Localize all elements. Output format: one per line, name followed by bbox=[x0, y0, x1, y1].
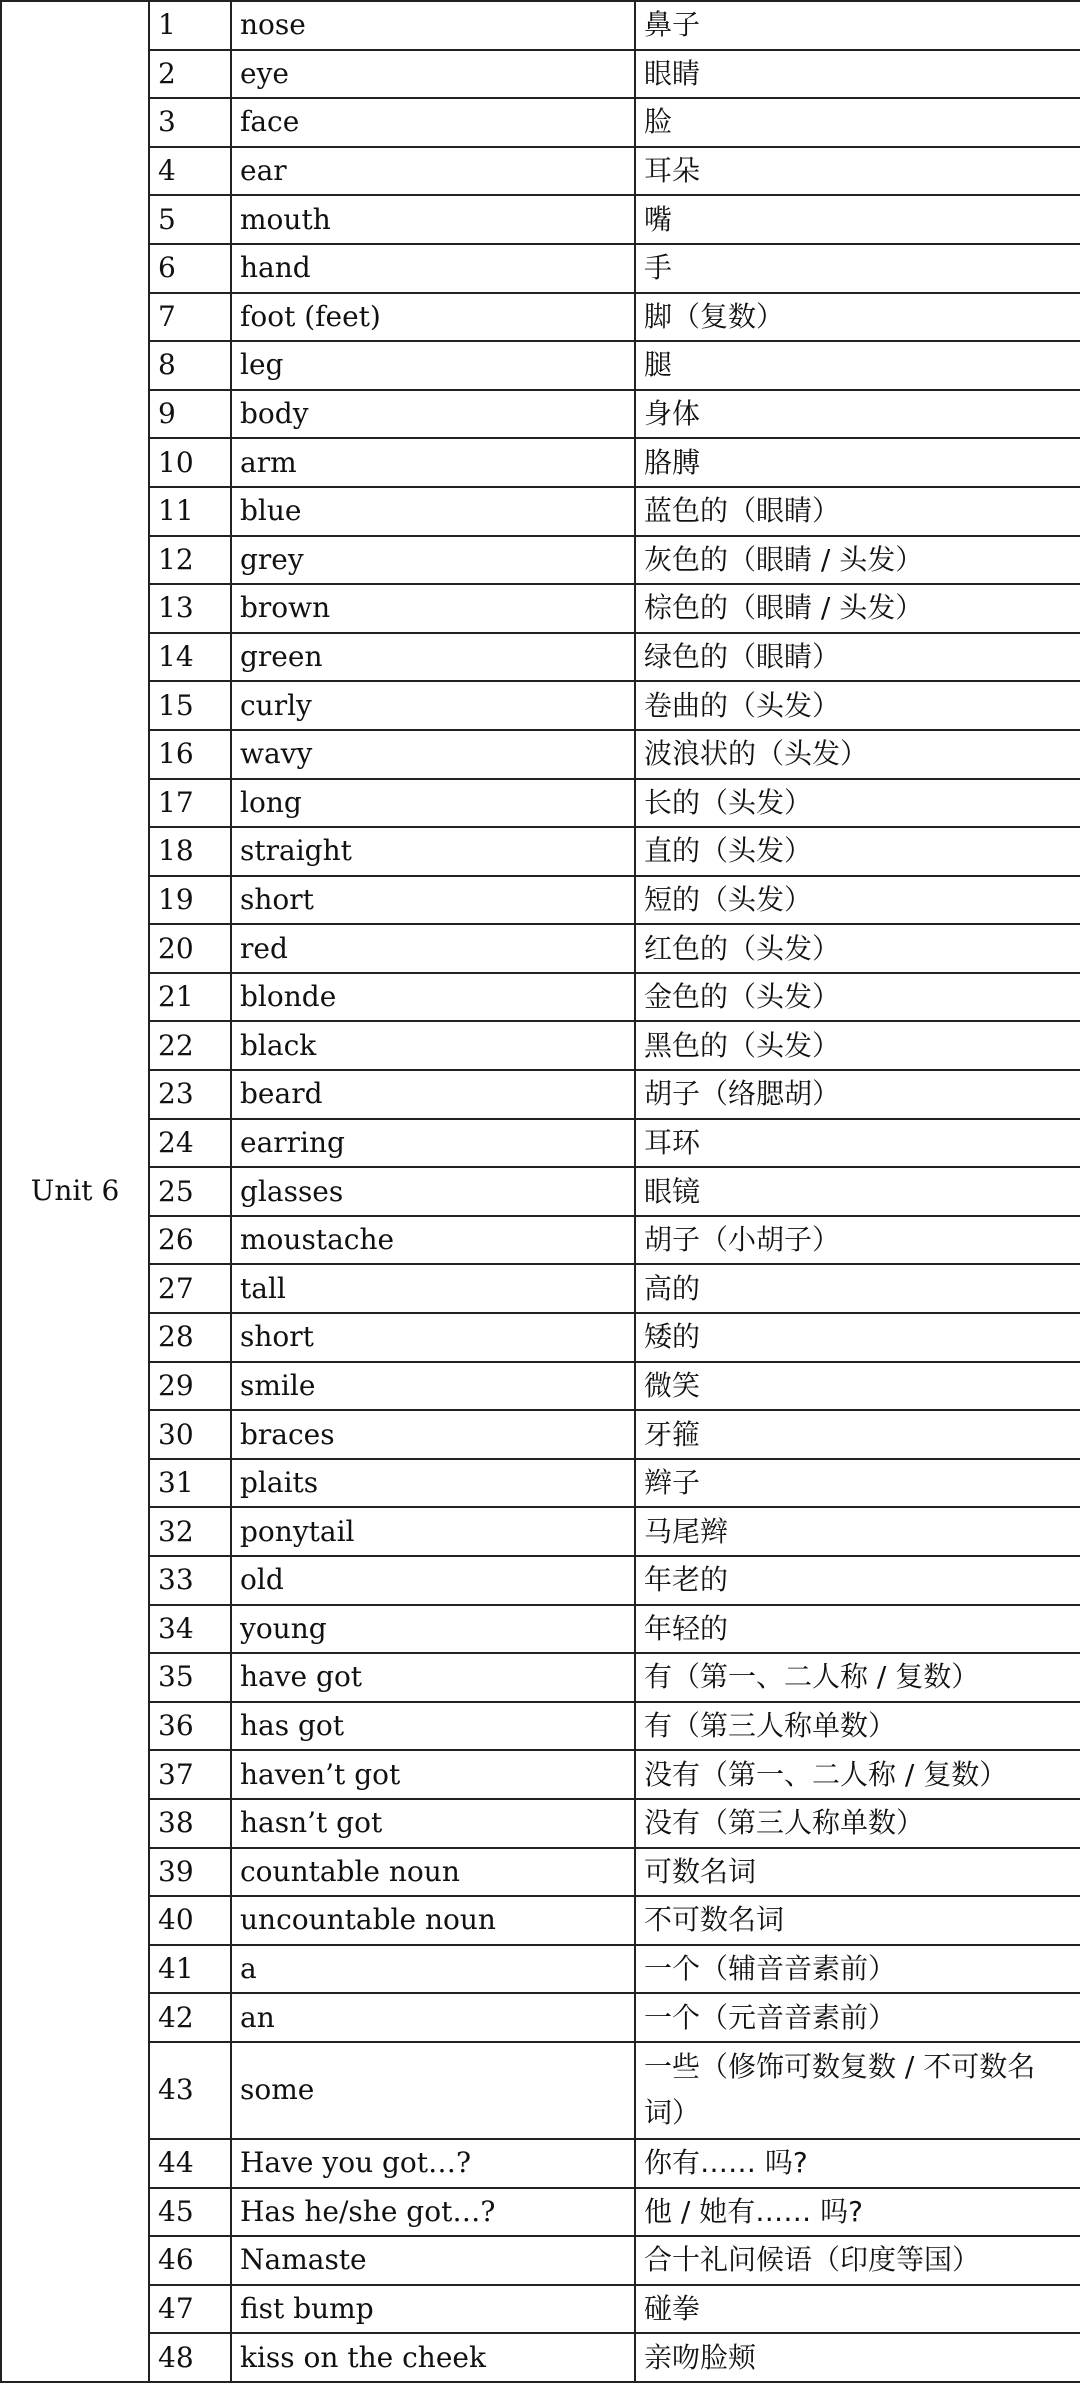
english-word: body bbox=[231, 390, 635, 439]
table-row bbox=[1, 1702, 1080, 1751]
word-number: 16 bbox=[149, 730, 231, 779]
chinese-meaning: 牙箍 bbox=[635, 1410, 1080, 1459]
table-row bbox=[1, 681, 1080, 730]
word-number: 2 bbox=[149, 50, 231, 99]
table-row bbox=[1, 633, 1080, 682]
chinese-meaning: 金色的（头发） bbox=[635, 973, 1080, 1022]
chinese-meaning: 波浪状的（头发） bbox=[635, 730, 1080, 779]
table-row bbox=[1, 1021, 1080, 1070]
table-row bbox=[1, 341, 1080, 390]
english-word: blonde bbox=[231, 973, 635, 1022]
word-number: 3 bbox=[149, 98, 231, 147]
table-row bbox=[1, 924, 1080, 973]
chinese-meaning: 胡子（小胡子） bbox=[635, 1216, 1080, 1265]
english-word: straight bbox=[231, 827, 635, 876]
chinese-meaning: 马尾辫 bbox=[635, 1507, 1080, 1556]
table-row bbox=[1, 1556, 1080, 1605]
english-word: braces bbox=[231, 1410, 635, 1459]
word-number: 26 bbox=[149, 1216, 231, 1265]
chinese-meaning: 没有（第一、二人称 / 复数） bbox=[635, 1750, 1080, 1799]
word-number: 12 bbox=[149, 536, 231, 585]
table-row bbox=[1, 536, 1080, 585]
english-word: arm bbox=[231, 438, 635, 487]
english-word: long bbox=[231, 779, 635, 828]
english-word: hand bbox=[231, 244, 635, 293]
english-word: have got bbox=[231, 1653, 635, 1702]
word-number: 41 bbox=[149, 1945, 231, 1994]
chinese-meaning: 红色的（头发） bbox=[635, 924, 1080, 973]
chinese-meaning: 一个（元音音素前） bbox=[635, 1993, 1080, 2042]
word-number: 42 bbox=[149, 1993, 231, 2042]
word-number: 45 bbox=[149, 2188, 231, 2237]
word-number: 48 bbox=[149, 2333, 231, 2382]
word-number: 11 bbox=[149, 487, 231, 536]
chinese-meaning: 年轻的 bbox=[635, 1605, 1080, 1654]
table-row bbox=[1, 438, 1080, 487]
english-word: short bbox=[231, 1313, 635, 1362]
table-row bbox=[1, 293, 1080, 342]
table-row bbox=[1, 1896, 1080, 1945]
english-word: a bbox=[231, 1945, 635, 1994]
word-number: 21 bbox=[149, 973, 231, 1022]
chinese-meaning: 手 bbox=[635, 244, 1080, 293]
english-word: face bbox=[231, 98, 635, 147]
chinese-meaning: 胳膊 bbox=[635, 438, 1080, 487]
word-number: 4 bbox=[149, 147, 231, 196]
chinese-meaning: 直的（头发） bbox=[635, 827, 1080, 876]
word-number: 22 bbox=[149, 1021, 231, 1070]
table-row bbox=[1, 1070, 1080, 1119]
english-word: earring bbox=[231, 1119, 635, 1168]
word-number: 13 bbox=[149, 584, 231, 633]
table-row bbox=[1, 1507, 1080, 1556]
english-word: some bbox=[231, 2042, 635, 2139]
chinese-meaning: 眼镜 bbox=[635, 1167, 1080, 1216]
word-number: 17 bbox=[149, 779, 231, 828]
english-word: ponytail bbox=[231, 1507, 635, 1556]
table-row bbox=[1, 730, 1080, 779]
table-row bbox=[1, 2285, 1080, 2334]
english-word: hasn’t got bbox=[231, 1799, 635, 1848]
table-row bbox=[1, 1167, 1080, 1216]
table-row bbox=[1, 1362, 1080, 1411]
word-number: 7 bbox=[149, 293, 231, 342]
chinese-meaning: 高的 bbox=[635, 1264, 1080, 1313]
english-word: countable noun bbox=[231, 1848, 635, 1897]
chinese-meaning: 眼睛 bbox=[635, 50, 1080, 99]
word-number: 38 bbox=[149, 1799, 231, 1848]
chinese-meaning: 没有（第三人称单数） bbox=[635, 1799, 1080, 1848]
word-number: 19 bbox=[149, 876, 231, 925]
word-number: 46 bbox=[149, 2236, 231, 2285]
table-row bbox=[1, 2236, 1080, 2285]
word-number: 8 bbox=[149, 341, 231, 390]
word-number: 18 bbox=[149, 827, 231, 876]
word-number: 27 bbox=[149, 1264, 231, 1313]
chinese-meaning: 合十礼问候语（印度等国） bbox=[635, 2236, 1080, 2285]
unit-label: Unit 6 bbox=[1, 1, 149, 2382]
english-word: wavy bbox=[231, 730, 635, 779]
english-word: tall bbox=[231, 1264, 635, 1313]
english-word: uncountable noun bbox=[231, 1896, 635, 1945]
english-word: blue bbox=[231, 487, 635, 536]
english-word: mouth bbox=[231, 195, 635, 244]
word-number: 39 bbox=[149, 1848, 231, 1897]
chinese-meaning: 黑色的（头发） bbox=[635, 1021, 1080, 1070]
word-number: 30 bbox=[149, 1410, 231, 1459]
english-word: red bbox=[231, 924, 635, 973]
vocabulary-table-body bbox=[1, 1, 1080, 2382]
table-row bbox=[1, 584, 1080, 633]
table-row bbox=[1, 2042, 1080, 2139]
english-word: foot (feet) bbox=[231, 293, 635, 342]
table-row bbox=[1, 195, 1080, 244]
chinese-meaning: 脚（复数） bbox=[635, 293, 1080, 342]
chinese-meaning: 不可数名词 bbox=[635, 1896, 1080, 1945]
english-word: young bbox=[231, 1605, 635, 1654]
word-number: 35 bbox=[149, 1653, 231, 1702]
chinese-meaning: 一个（辅音音素前） bbox=[635, 1945, 1080, 1994]
word-number: 25 bbox=[149, 1167, 231, 1216]
table-row bbox=[1, 827, 1080, 876]
table-row bbox=[1, 1848, 1080, 1897]
chinese-meaning: 有（第一、二人称 / 复数） bbox=[635, 1653, 1080, 1702]
chinese-meaning: 年老的 bbox=[635, 1556, 1080, 1605]
chinese-meaning: 碰拳 bbox=[635, 2285, 1080, 2334]
table-row bbox=[1, 1799, 1080, 1848]
word-number: 10 bbox=[149, 438, 231, 487]
word-number: 34 bbox=[149, 1605, 231, 1654]
word-number: 6 bbox=[149, 244, 231, 293]
word-number: 15 bbox=[149, 681, 231, 730]
table-row bbox=[1, 1605, 1080, 1654]
table-row bbox=[1, 1750, 1080, 1799]
table-row bbox=[1, 876, 1080, 925]
chinese-meaning: 脸 bbox=[635, 98, 1080, 147]
english-word: has got bbox=[231, 1702, 635, 1751]
english-word: old bbox=[231, 1556, 635, 1605]
word-number: 20 bbox=[149, 924, 231, 973]
english-word: eye bbox=[231, 50, 635, 99]
english-word: Namaste bbox=[231, 2236, 635, 2285]
chinese-meaning: 矮的 bbox=[635, 1313, 1080, 1362]
chinese-meaning: 灰色的（眼睛 / 头发） bbox=[635, 536, 1080, 585]
table-row bbox=[1, 1993, 1080, 2042]
table-row bbox=[1, 2333, 1080, 2382]
table-row bbox=[1, 1, 1080, 50]
english-word: curly bbox=[231, 681, 635, 730]
word-number: 24 bbox=[149, 1119, 231, 1168]
chinese-meaning: 嘴 bbox=[635, 195, 1080, 244]
chinese-meaning: 胡子（络腮胡） bbox=[635, 1070, 1080, 1119]
table-row bbox=[1, 390, 1080, 439]
table-row bbox=[1, 1945, 1080, 1994]
table-row bbox=[1, 98, 1080, 147]
word-number: 47 bbox=[149, 2285, 231, 2334]
chinese-meaning: 微笑 bbox=[635, 1362, 1080, 1411]
word-number: 9 bbox=[149, 390, 231, 439]
chinese-meaning: 可数名词 bbox=[635, 1848, 1080, 1897]
english-word: short bbox=[231, 876, 635, 925]
table-row bbox=[1, 1459, 1080, 1508]
chinese-meaning: 棕色的（眼睛 / 头发） bbox=[635, 584, 1080, 633]
table-row bbox=[1, 779, 1080, 828]
english-word: beard bbox=[231, 1070, 635, 1119]
word-number: 40 bbox=[149, 1896, 231, 1945]
english-word: smile bbox=[231, 1362, 635, 1411]
english-word: leg bbox=[231, 341, 635, 390]
table-row bbox=[1, 1313, 1080, 1362]
chinese-meaning: 长的（头发） bbox=[635, 779, 1080, 828]
chinese-meaning: 他 / 她有…… 吗? bbox=[635, 2188, 1080, 2237]
english-word: glasses bbox=[231, 1167, 635, 1216]
chinese-meaning: 一些（修饰可数复数 / 不可数名词） bbox=[635, 2042, 1080, 2139]
chinese-meaning: 鼻子 bbox=[635, 1, 1080, 50]
word-number: 1 bbox=[149, 1, 231, 50]
word-number: 32 bbox=[149, 1507, 231, 1556]
english-word: an bbox=[231, 1993, 635, 2042]
word-number: 28 bbox=[149, 1313, 231, 1362]
english-word: Have you got…? bbox=[231, 2139, 635, 2188]
english-word: green bbox=[231, 633, 635, 682]
word-number: 31 bbox=[149, 1459, 231, 1508]
chinese-meaning: 亲吻脸颊 bbox=[635, 2333, 1080, 2382]
english-word: moustache bbox=[231, 1216, 635, 1265]
word-number: 37 bbox=[149, 1750, 231, 1799]
chinese-meaning: 身体 bbox=[635, 390, 1080, 439]
table-row bbox=[1, 244, 1080, 293]
english-word: haven’t got bbox=[231, 1750, 635, 1799]
word-number: 33 bbox=[149, 1556, 231, 1605]
english-word: grey bbox=[231, 536, 635, 585]
chinese-meaning: 短的（头发） bbox=[635, 876, 1080, 925]
table-row bbox=[1, 147, 1080, 196]
table-row bbox=[1, 973, 1080, 1022]
word-number: 29 bbox=[149, 1362, 231, 1411]
table-row bbox=[1, 2139, 1080, 2188]
english-word: black bbox=[231, 1021, 635, 1070]
chinese-meaning: 腿 bbox=[635, 341, 1080, 390]
word-number: 36 bbox=[149, 1702, 231, 1751]
english-word: Has he/she got…? bbox=[231, 2188, 635, 2237]
word-number: 23 bbox=[149, 1070, 231, 1119]
chinese-meaning: 辫子 bbox=[635, 1459, 1080, 1508]
table-row bbox=[1, 2188, 1080, 2237]
table-row bbox=[1, 487, 1080, 536]
table-row bbox=[1, 1410, 1080, 1459]
chinese-meaning: 耳朵 bbox=[635, 147, 1080, 196]
word-number: 43 bbox=[149, 2042, 231, 2139]
english-word: kiss on the cheek bbox=[231, 2333, 635, 2382]
table-row bbox=[1, 1653, 1080, 1702]
english-word: fist bump bbox=[231, 2285, 635, 2334]
english-word: plaits bbox=[231, 1459, 635, 1508]
english-word: nose bbox=[231, 1, 635, 50]
english-word: brown bbox=[231, 584, 635, 633]
chinese-meaning: 你有…… 吗? bbox=[635, 2139, 1080, 2188]
word-number: 44 bbox=[149, 2139, 231, 2188]
english-word: ear bbox=[231, 147, 635, 196]
table-row bbox=[1, 1119, 1080, 1168]
table-row bbox=[1, 50, 1080, 99]
chinese-meaning: 蓝色的（眼睛） bbox=[635, 487, 1080, 536]
word-number: 5 bbox=[149, 195, 231, 244]
chinese-meaning: 有（第三人称单数） bbox=[635, 1702, 1080, 1751]
chinese-meaning: 耳环 bbox=[635, 1119, 1080, 1168]
chinese-meaning: 卷曲的（头发） bbox=[635, 681, 1080, 730]
word-number: 14 bbox=[149, 633, 231, 682]
table-row bbox=[1, 1216, 1080, 1265]
table-row bbox=[1, 1264, 1080, 1313]
chinese-meaning: 绿色的（眼睛） bbox=[635, 633, 1080, 682]
